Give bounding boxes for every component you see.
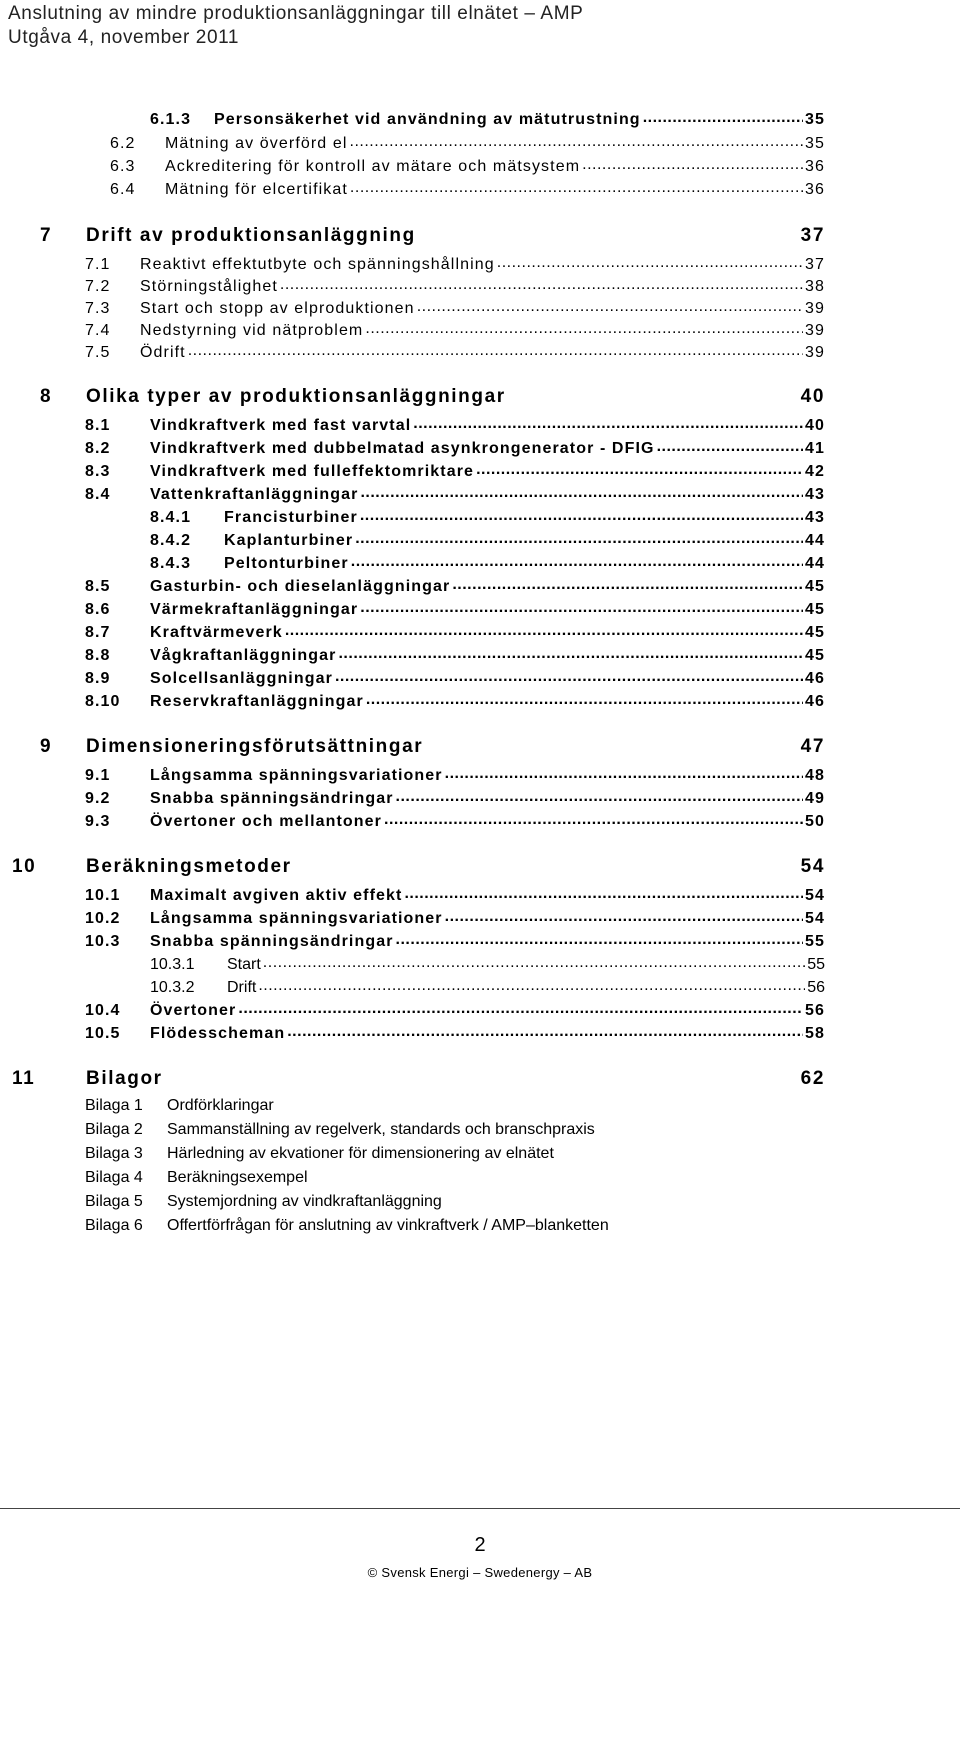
toc-chapter-8[interactable] [40,386,825,408]
toc-leader [404,884,803,900]
toc-page: 54 [800,856,825,877]
toc-page: 38 [805,278,825,295]
toc-leader [280,275,803,291]
toc-title: Mätning av överförd el [165,135,348,152]
header-edition: Utgåva 4, november 2011 [8,27,240,48]
toc-title: Vindkraftverk med fast varvtal [150,417,412,434]
toc-entry-9-1[interactable] [85,764,825,785]
toc-title: Start [227,956,261,973]
toc-number: 10.4 [85,1002,121,1019]
toc-page: 44 [805,532,825,549]
toc-entry-7-1[interactable] [85,253,825,274]
toc-number: 7.1 [85,256,111,273]
toc-page: 43 [805,509,825,526]
toc-entry-8-4-2[interactable] [150,529,825,550]
toc-page: 58 [805,1025,825,1042]
toc-number: Bilaga 6 [85,1217,143,1234]
toc-entry-8-4-3[interactable] [150,552,825,573]
toc-leader [366,690,803,706]
toc-title: Beräkningsexempel [167,1169,308,1186]
footer-divider [0,1508,960,1509]
toc-page: 48 [805,767,825,784]
toc-title: Vattenkraftanläggningar [150,486,359,503]
toc-title: Offertförfrågan för anslutning av vinkraftverk / AMP–blanketten [167,1217,609,1234]
toc-page: 43 [805,486,825,503]
toc-number: 8.4 [85,486,111,503]
toc-page: 62 [800,1068,825,1089]
toc-number: 10.1 [85,887,121,904]
toc-title: Solcellsanläggningar [150,670,333,687]
toc-leader [413,414,803,430]
toc-number: 7.5 [85,344,111,361]
toc-title: Långsamma spänningsvariationer [150,910,443,927]
toc-leader [338,644,803,660]
toc-title: Kaplanturbiner [224,532,354,549]
toc-title: Störningstålighet [140,278,278,295]
toc-entry-8-1[interactable] [85,414,825,435]
toc-leader [258,976,805,992]
toc-title: Kraftvärmeverk [150,624,283,641]
toc-title: Vindkraftverk med fulleffektomriktare [150,463,475,480]
toc-leader [445,907,803,923]
toc-title: Snabba spänningsändringar [150,790,394,807]
toc-number: 7.2 [85,278,111,295]
toc-page: 35 [805,135,825,152]
toc-appendix-6[interactable] [85,1217,845,1235]
toc-page: 41 [805,440,825,457]
toc-appendix-2[interactable] [85,1121,825,1139]
toc-entry-8-7[interactable] [85,621,825,642]
toc-number: 8.5 [85,578,111,595]
toc-entry-6-2[interactable] [110,132,825,153]
toc-leader [350,132,803,148]
toc-page: 49 [805,790,825,807]
toc-title: Mätning för elcertifikat [165,181,348,198]
toc-leader [360,598,803,614]
toc-title: Vindkraftverk med dubbelmatad asynkrongenerator - DFIG [150,440,655,457]
toc-leader [384,810,803,826]
toc-page: 55 [807,956,825,973]
toc-number: 10.3.1 [150,956,195,973]
toc-chapter-10[interactable] [12,856,825,878]
toc-number: 6.2 [110,135,136,152]
toc-page: 54 [805,910,825,927]
toc-page: 54 [805,887,825,904]
toc-entry-9-3[interactable] [85,810,825,831]
copyright-notice: © Svensk Energi – Swedenergy – AB [367,1565,593,1580]
toc-number: 8.9 [85,670,111,687]
toc-entry-9-2[interactable] [85,787,825,808]
toc-title: Start och stopp av elproduktionen [140,300,415,317]
toc-title: Härledning av ekvationer för dimensionering av elnätet [167,1145,554,1162]
toc-title: Peltonturbiner [224,555,349,572]
toc-title: Övertoner och mellantoner [150,813,382,830]
toc-entry-8-8[interactable] [85,644,825,665]
toc-entry-8-6[interactable] [85,598,825,619]
toc-title: Dimensioneringsförutsättningar [86,736,424,757]
toc-title: Flödesscheman [150,1025,286,1042]
toc-page: 40 [800,386,825,407]
toc-leader [287,1022,803,1038]
toc-page: 37 [800,225,825,246]
toc-number: 9.3 [85,813,111,830]
toc-appendix-3[interactable] [85,1145,825,1163]
toc-page: 45 [805,578,825,595]
toc-page: 36 [805,158,825,175]
toc-leader [497,253,803,269]
toc-number: 8 [40,386,53,407]
toc-entry-7-3[interactable] [85,297,825,318]
toc-leader [360,506,803,522]
toc-number: 10.2 [85,910,121,927]
toc-number: 9 [40,736,53,757]
toc-entry-7-4[interactable] [85,319,825,340]
toc-title: Reaktivt effektutbyte och spänningshållning [140,256,495,273]
toc-title: Drift [227,979,257,996]
toc-page: 39 [805,300,825,317]
toc-number: 6.1.3 [150,111,192,128]
toc-page: 50 [805,813,825,830]
toc-number: 6.3 [110,158,136,175]
toc-chapter-7[interactable] [40,225,825,247]
toc-leader [360,483,803,499]
document-header [8,2,583,50]
toc-title: Personsäkerhet vid användning av mätutrustning [214,111,641,128]
toc-entry-6-3[interactable] [110,155,825,176]
toc-leader [417,297,803,313]
toc-leader [657,437,803,453]
toc-page: 56 [805,1002,825,1019]
toc-title: Värmekraftanläggningar [150,601,359,618]
toc-number: 9.2 [85,790,111,807]
toc-number: Bilaga 4 [85,1169,143,1186]
toc-page: 45 [805,601,825,618]
toc-number: 8.8 [85,647,111,664]
toc-number: 7 [40,225,53,246]
toc-number: 7.4 [85,322,111,339]
toc-entry-10-3-2[interactable] [150,976,825,997]
toc-title: Gasturbin- och dieselanläggningar [150,578,451,595]
toc-chapter-9[interactable] [40,736,825,758]
toc-number: 11 [12,1068,36,1089]
toc-page: 39 [805,344,825,361]
toc-number: 9.1 [85,767,111,784]
toc-number: 10.5 [85,1025,121,1042]
toc-entry-10-3[interactable] [85,930,825,951]
toc-title: Ackreditering för kontroll av mätare och mätsystem [165,158,581,175]
toc-number: 8.4.1 [150,509,192,526]
toc-number: 8.3 [85,463,111,480]
toc-page: 56 [807,979,825,996]
toc-number: 8.6 [85,601,111,618]
toc-title: Sammanställning av regelverk, standards och branschpraxis [167,1121,595,1138]
toc-title: Maximalt avgiven aktiv effekt [150,887,403,904]
toc-title: Vågkraftanläggningar [150,647,337,664]
toc-page: 47 [800,736,825,757]
toc-page: 45 [805,624,825,641]
toc-entry-8-5[interactable] [85,575,825,596]
toc-title: Bilagor [86,1068,163,1089]
toc-page: 39 [805,322,825,339]
toc-page: 45 [805,647,825,664]
toc-entry-8-4-1[interactable] [150,506,825,527]
toc-appendix-5[interactable] [85,1193,825,1211]
toc-number: 8.7 [85,624,111,641]
toc-leader [335,667,803,683]
toc-number: Bilaga 3 [85,1145,143,1162]
toc-title: Drift av produktionsanläggning [86,225,416,246]
toc-entry-6-4[interactable] [110,178,825,199]
toc-number: 8.1 [85,417,111,434]
toc-page: 37 [805,256,825,273]
toc-entry-7-5[interactable] [85,341,825,362]
toc-leader [285,621,803,637]
toc-leader [643,108,803,124]
toc-entry-8-4[interactable] [85,483,825,504]
toc-number: 10.3.2 [150,979,195,996]
toc-entry-7-2[interactable] [85,275,825,296]
toc-number: 10.3 [85,933,121,950]
toc-title: Beräkningsmetoder [86,856,292,877]
toc-entry-10-5[interactable] [85,1022,825,1043]
toc-leader [452,575,803,591]
toc-page: 36 [805,181,825,198]
toc-entry-10-4[interactable] [85,999,825,1020]
toc-title: Snabba spänningsändringar [150,933,394,950]
toc-page: 46 [805,693,825,710]
toc-number: 8.4.2 [150,532,192,549]
toc-page: 42 [805,463,825,480]
toc-page: 40 [805,417,825,434]
toc-appendix-4[interactable] [85,1169,825,1187]
toc-leader [396,787,803,803]
toc-entry-8-9[interactable] [85,667,825,688]
header-title: Anslutning av mindre produktionsanläggningar till elnätet – AMP [8,3,584,24]
toc-page: 44 [805,555,825,572]
toc-number: Bilaga 5 [85,1193,143,1210]
toc-entry-8-3[interactable] [85,460,825,481]
toc-title: Olika typer av produktionsanläggningar [86,386,506,407]
toc-entry-8-10[interactable] [85,690,825,711]
toc-appendix-1[interactable] [85,1097,825,1115]
toc-page: 46 [805,670,825,687]
toc-number: 7.3 [85,300,111,317]
toc-title: Nedstyrning vid nätproblem [140,322,364,339]
toc-number: 6.4 [110,181,136,198]
toc-title: Ödrift [140,344,186,361]
toc-entry-10-2[interactable] [85,907,825,928]
toc-leader [350,178,803,194]
toc-leader [445,764,803,780]
toc-title: Reservkraftanläggningar [150,693,364,710]
toc-number: 8.10 [85,693,121,710]
toc-leader [476,460,803,476]
toc-leader [396,930,803,946]
toc-leader [188,341,803,357]
toc-page: 55 [805,933,825,950]
toc-chapter-11[interactable] [12,1068,825,1090]
toc-number: Bilaga 2 [85,1121,143,1138]
toc-title: Långsamma spänningsvariationer [150,767,443,784]
toc-number: 10 [12,856,37,877]
toc-entry-6-1-3[interactable] [150,108,825,129]
toc-title: Övertoner [150,1002,237,1019]
toc-entry-10-3-1[interactable] [150,953,825,974]
toc-leader [351,552,803,568]
toc-leader [582,155,803,171]
toc-title: Systemjordning av vindkraftanläggning [167,1193,442,1210]
toc-leader [238,999,803,1015]
toc-number: 8.4.3 [150,555,192,572]
toc-title: Ordförklaringar [167,1097,274,1114]
toc-page: 35 [805,111,825,128]
toc-title: Francisturbiner [224,509,358,526]
toc-leader [263,953,805,969]
page-number: 2 [474,1534,486,1556]
toc-entry-10-1[interactable] [85,884,825,905]
toc-entry-8-2[interactable] [85,437,825,458]
toc-number: 8.2 [85,440,111,457]
toc-number: Bilaga 1 [85,1097,143,1114]
toc-leader [365,319,803,335]
toc-leader [355,529,803,545]
